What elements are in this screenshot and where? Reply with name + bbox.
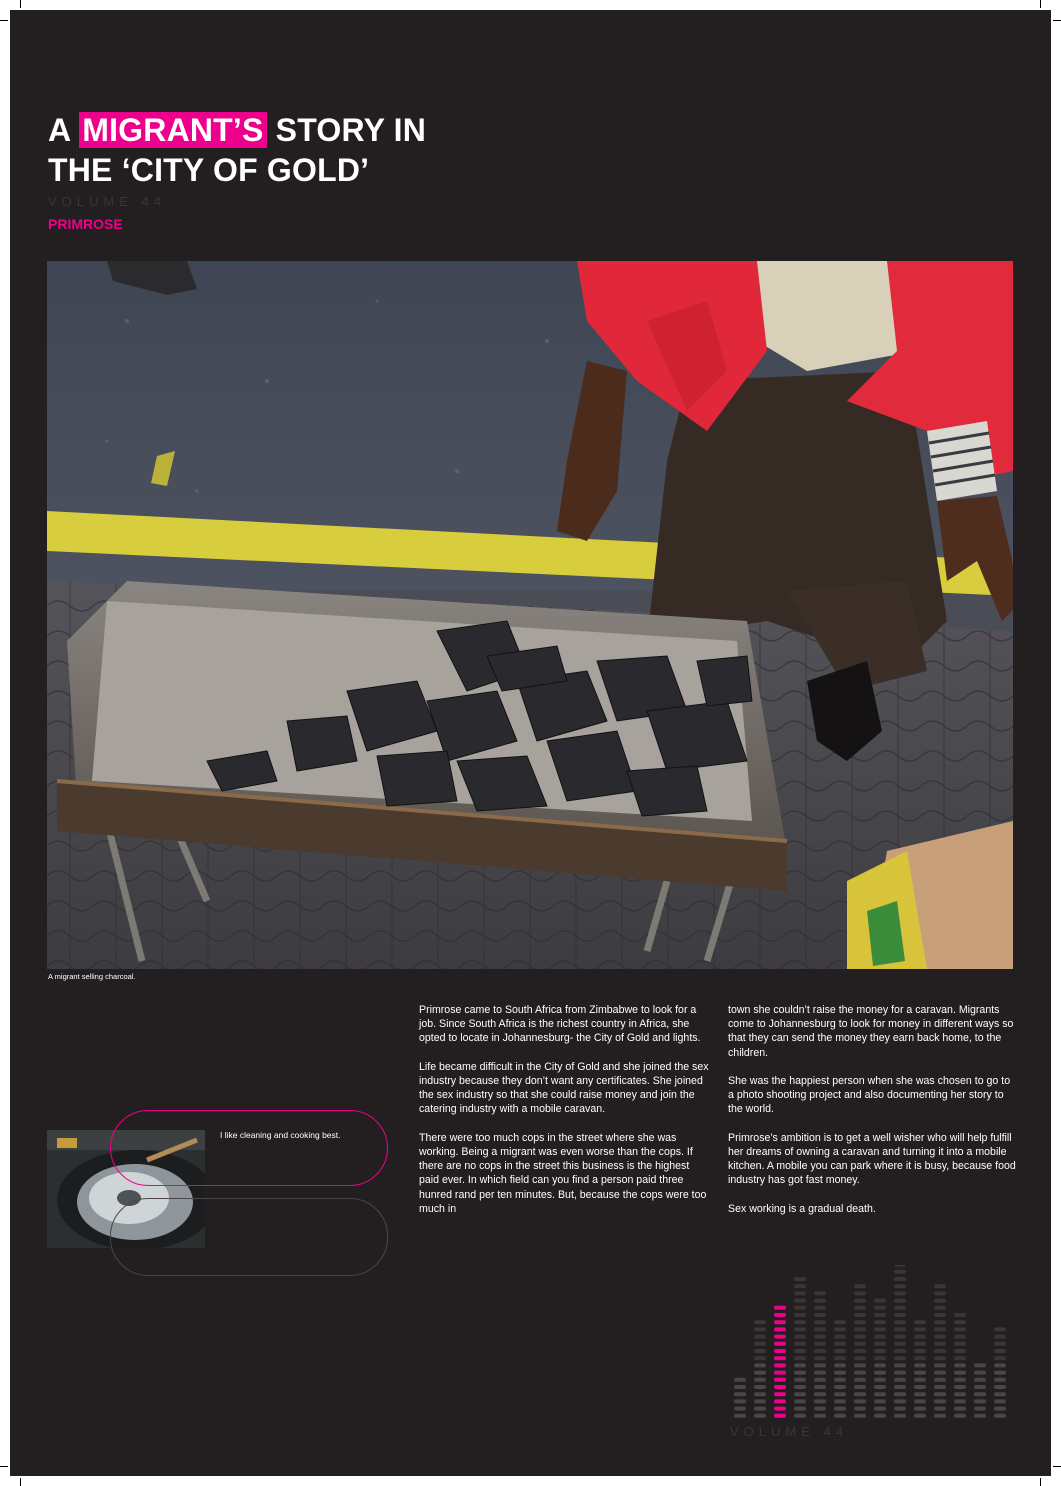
equalizer-dash bbox=[814, 1320, 826, 1324]
equalizer-dash bbox=[754, 1320, 766, 1324]
paragraph: Primrose came to South Africa from Zimbabwe to look for a job. Since South Africa is the richest country in Africa, she opted to locate in Johannesburg- the City of Gold and lights. bbox=[419, 1004, 701, 1045]
equalizer-dash bbox=[794, 1320, 806, 1324]
equalizer-dash bbox=[974, 1363, 986, 1367]
quote-outline-pink bbox=[110, 1110, 388, 1186]
equalizer-dash bbox=[814, 1342, 826, 1346]
equalizer-dash bbox=[774, 1335, 786, 1339]
main-photo-charcoal-seller bbox=[47, 261, 1013, 969]
equalizer-dash bbox=[794, 1363, 806, 1367]
equalizer-dash bbox=[814, 1327, 826, 1331]
equalizer-dash bbox=[874, 1313, 886, 1317]
equalizer-dash bbox=[834, 1385, 846, 1389]
equalizer-dash bbox=[874, 1378, 886, 1382]
volume-label-bottom: VOLUME 44 bbox=[730, 1424, 848, 1439]
equalizer-dash bbox=[874, 1299, 886, 1303]
title-line-2: THE ‘CITY OF GOLD’ bbox=[48, 152, 370, 188]
paragraph: There were too much cops in the street where she was working. Being a migrant was even worse than the cops. If there are no cops in the street this business is the highest paid ever. In which field can you find a person paid three hunred rand per ten minutes. But, because the cops were too much in bbox=[419, 1131, 707, 1215]
equalizer-dash bbox=[814, 1356, 826, 1360]
equalizer-dash bbox=[894, 1371, 906, 1375]
equalizer-dash bbox=[914, 1320, 926, 1324]
equalizer-dash bbox=[994, 1342, 1006, 1346]
equalizer-dash bbox=[994, 1414, 1006, 1418]
equalizer-dash bbox=[994, 1378, 1006, 1382]
equalizer-dash bbox=[774, 1313, 786, 1317]
equalizer-dash bbox=[794, 1385, 806, 1389]
equalizer-dash bbox=[834, 1320, 846, 1324]
equalizer-dash bbox=[774, 1342, 786, 1346]
paragraph: town she couldn’t raise the money for a caravan. Migrants come to Johannesburg to look for money in different ways so that they can send the money they earn back home, to the children. bbox=[728, 1004, 1014, 1059]
equalizer-dash bbox=[894, 1284, 906, 1288]
photo-illustration bbox=[47, 261, 1013, 969]
equalizer-dash bbox=[934, 1284, 946, 1288]
equalizer-dash bbox=[774, 1320, 786, 1324]
equalizer-dash bbox=[834, 1399, 846, 1403]
equalizer-dash bbox=[754, 1407, 766, 1411]
equalizer-dash bbox=[894, 1363, 906, 1367]
equalizer-dash bbox=[914, 1407, 926, 1411]
equalizer-bars bbox=[734, 1265, 1006, 1418]
equalizer-dash bbox=[734, 1399, 746, 1403]
equalizer-dash bbox=[894, 1277, 906, 1281]
equalizer-dash bbox=[814, 1407, 826, 1411]
title-line-1 bbox=[48, 110, 426, 150]
equalizer-dash bbox=[834, 1342, 846, 1346]
crop-mark-bottom-left bbox=[20, 1478, 21, 1486]
equalizer-dash bbox=[874, 1414, 886, 1418]
equalizer-dash bbox=[834, 1371, 846, 1375]
equalizer-dash bbox=[774, 1306, 786, 1310]
equalizer-dash bbox=[774, 1385, 786, 1389]
equalizer-dash bbox=[854, 1399, 866, 1403]
magazine-page bbox=[10, 10, 1051, 1476]
equalizer-dash bbox=[814, 1371, 826, 1375]
equalizer-dash bbox=[774, 1378, 786, 1382]
author-name: PRIMROSE bbox=[48, 216, 123, 232]
equalizer-dash bbox=[814, 1385, 826, 1389]
equalizer-dash bbox=[794, 1371, 806, 1375]
equalizer-dash bbox=[874, 1392, 886, 1396]
equalizer-dash bbox=[894, 1291, 906, 1295]
crop-mark-right-top bbox=[1053, 20, 1061, 21]
title-word-story: STORY IN bbox=[275, 112, 427, 148]
equalizer-dash bbox=[814, 1399, 826, 1403]
equalizer-dash bbox=[974, 1399, 986, 1403]
equalizer-dash bbox=[874, 1327, 886, 1331]
crop-mark-left-top bbox=[0, 20, 8, 21]
equalizer-dash bbox=[794, 1349, 806, 1353]
pull-quote: I like cleaning and cooking best. bbox=[220, 1130, 341, 1140]
equalizer-dash bbox=[794, 1392, 806, 1396]
equalizer-dash bbox=[954, 1407, 966, 1411]
equalizer-dash bbox=[754, 1399, 766, 1403]
equalizer-dash bbox=[894, 1265, 906, 1267]
equalizer-dash bbox=[954, 1378, 966, 1382]
equalizer-dash bbox=[854, 1378, 866, 1382]
equalizer-dash bbox=[754, 1363, 766, 1367]
equalizer-dash bbox=[794, 1414, 806, 1418]
equalizer-dash bbox=[954, 1399, 966, 1403]
equalizer-dash bbox=[754, 1414, 766, 1418]
equalizer-dash bbox=[914, 1378, 926, 1382]
crop-mark-left-bottom bbox=[0, 1466, 8, 1467]
equalizer-dash bbox=[854, 1385, 866, 1389]
equalizer-dash bbox=[854, 1335, 866, 1339]
equalizer-dash bbox=[754, 1327, 766, 1331]
equalizer-dash bbox=[754, 1349, 766, 1353]
equalizer-dash bbox=[834, 1335, 846, 1339]
paragraph: Sex working is a gradual death. bbox=[728, 1202, 876, 1215]
title-highlight: MIGRANT’S bbox=[79, 112, 266, 148]
equalizer-dash bbox=[794, 1407, 806, 1411]
equalizer-dash bbox=[894, 1313, 906, 1317]
equalizer-dash bbox=[794, 1378, 806, 1382]
equalizer-dash bbox=[794, 1306, 806, 1310]
equalizer-graphic bbox=[726, 1265, 1016, 1425]
equalizer-dash bbox=[874, 1399, 886, 1403]
equalizer-dash bbox=[994, 1371, 1006, 1375]
equalizer-dash bbox=[814, 1306, 826, 1310]
equalizer-dash bbox=[934, 1392, 946, 1396]
photo-caption: A migrant selling charcoal. bbox=[48, 972, 136, 981]
equalizer-dash bbox=[934, 1299, 946, 1303]
equalizer-dash bbox=[934, 1378, 946, 1382]
paragraph: Life became difficult in the City of Gold and she joined the sex industry because they don’t want any certificates. She joined the sex industry so that she could raise money and join the catering industry with a mobile caravan. bbox=[419, 1060, 709, 1116]
equalizer-dash bbox=[774, 1414, 786, 1418]
equalizer-dash bbox=[774, 1407, 786, 1411]
equalizer-dash bbox=[794, 1327, 806, 1331]
equalizer-dash bbox=[874, 1407, 886, 1411]
equalizer-dash bbox=[854, 1342, 866, 1346]
equalizer-dash bbox=[934, 1306, 946, 1310]
equalizer-dash bbox=[954, 1342, 966, 1346]
equalizer-dash bbox=[774, 1327, 786, 1331]
equalizer-dash bbox=[834, 1363, 846, 1367]
equalizer-dash bbox=[934, 1407, 946, 1411]
equalizer-dash bbox=[934, 1342, 946, 1346]
paragraph: She was the happiest person when she was chosen to go to a photo shooting project and also documenting her story to the world. bbox=[728, 1075, 1011, 1116]
equalizer-dash bbox=[934, 1363, 946, 1367]
equalizer-dash bbox=[754, 1342, 766, 1346]
equalizer-dash bbox=[814, 1392, 826, 1396]
equalizer-dash bbox=[994, 1392, 1006, 1396]
equalizer-dash bbox=[874, 1335, 886, 1339]
equalizer-dash bbox=[894, 1407, 906, 1411]
equalizer-dash bbox=[954, 1371, 966, 1375]
equalizer-dash bbox=[814, 1363, 826, 1367]
equalizer-dash bbox=[914, 1342, 926, 1346]
equalizer-dash bbox=[954, 1320, 966, 1324]
equalizer-dash bbox=[934, 1349, 946, 1353]
equalizer-dash bbox=[994, 1349, 1006, 1353]
equalizer-dash bbox=[894, 1270, 906, 1274]
equalizer-dash bbox=[874, 1356, 886, 1360]
equalizer-dash bbox=[774, 1392, 786, 1396]
equalizer-dash bbox=[854, 1320, 866, 1324]
equalizer-dash bbox=[854, 1299, 866, 1303]
equalizer-dash bbox=[934, 1320, 946, 1324]
equalizer-dash bbox=[774, 1399, 786, 1403]
shirt-cuff-stripes bbox=[927, 421, 997, 501]
equalizer-dash bbox=[934, 1335, 946, 1339]
equalizer-dash bbox=[934, 1327, 946, 1331]
equalizer-dash bbox=[754, 1385, 766, 1389]
volume-label-top: VOLUME 44 bbox=[48, 194, 166, 209]
equalizer-dash bbox=[834, 1407, 846, 1411]
equalizer-dash bbox=[874, 1385, 886, 1389]
equalizer-dash bbox=[934, 1414, 946, 1418]
quote-outline-dark bbox=[110, 1198, 388, 1276]
equalizer-dash bbox=[914, 1371, 926, 1375]
equalizer-dash bbox=[734, 1414, 746, 1418]
equalizer-dash bbox=[934, 1313, 946, 1317]
equalizer-dash bbox=[954, 1335, 966, 1339]
equalizer-dash bbox=[994, 1327, 1006, 1331]
equalizer-dash bbox=[974, 1385, 986, 1389]
equalizer-dash bbox=[754, 1335, 766, 1339]
equalizer-dash bbox=[894, 1335, 906, 1339]
equalizer-dash bbox=[894, 1385, 906, 1389]
equalizer-dash bbox=[994, 1407, 1006, 1411]
equalizer-dash bbox=[814, 1291, 826, 1295]
equalizer-dash bbox=[994, 1385, 1006, 1389]
equalizer-dash bbox=[974, 1414, 986, 1418]
equalizer-dash bbox=[954, 1414, 966, 1418]
equalizer-dash bbox=[794, 1356, 806, 1360]
equalizer-dash bbox=[914, 1399, 926, 1403]
equalizer-dash bbox=[954, 1392, 966, 1396]
article-title bbox=[48, 110, 426, 190]
equalizer-dash bbox=[994, 1356, 1006, 1360]
equalizer-dash bbox=[994, 1399, 1006, 1403]
equalizer-dash bbox=[874, 1320, 886, 1324]
crop-mark-top-left bbox=[20, 0, 21, 8]
equalizer-dash bbox=[774, 1356, 786, 1360]
equalizer-dash bbox=[814, 1299, 826, 1303]
equalizer-dash bbox=[854, 1371, 866, 1375]
equalizer-dash bbox=[874, 1363, 886, 1367]
equalizer-dash bbox=[954, 1349, 966, 1353]
equalizer-dash bbox=[854, 1306, 866, 1310]
equalizer-dash bbox=[734, 1392, 746, 1396]
crop-mark-top-right bbox=[1040, 0, 1041, 8]
equalizer-dash bbox=[854, 1291, 866, 1295]
equalizer-dash bbox=[894, 1349, 906, 1353]
equalizer-dash bbox=[874, 1306, 886, 1310]
equalizer-dash bbox=[814, 1335, 826, 1339]
equalizer-dash bbox=[754, 1392, 766, 1396]
title-word-a: A bbox=[48, 112, 71, 148]
equalizer-dash bbox=[974, 1392, 986, 1396]
equalizer-dash bbox=[834, 1414, 846, 1418]
equalizer-dash bbox=[934, 1356, 946, 1360]
equalizer-dash bbox=[914, 1414, 926, 1418]
equalizer-dash bbox=[854, 1392, 866, 1396]
equalizer-dash bbox=[854, 1327, 866, 1331]
crop-mark-right-bottom bbox=[1053, 1466, 1061, 1467]
equalizer-dash bbox=[974, 1407, 986, 1411]
equalizer-dash bbox=[934, 1399, 946, 1403]
equalizer-dash bbox=[894, 1342, 906, 1346]
equalizer-dash bbox=[894, 1356, 906, 1360]
equalizer-dash bbox=[774, 1363, 786, 1367]
equalizer-dash bbox=[894, 1306, 906, 1310]
equalizer-dash bbox=[814, 1349, 826, 1353]
equalizer-dash bbox=[854, 1363, 866, 1367]
equalizer-dash bbox=[794, 1291, 806, 1295]
equalizer-dash bbox=[934, 1371, 946, 1375]
equalizer-dash bbox=[734, 1378, 746, 1382]
equalizer-dash bbox=[974, 1378, 986, 1382]
equalizer-dash bbox=[874, 1342, 886, 1346]
equalizer-dash bbox=[914, 1335, 926, 1339]
equalizer-dash bbox=[954, 1313, 966, 1317]
equalizer-dash bbox=[854, 1313, 866, 1317]
equalizer-dash bbox=[894, 1378, 906, 1382]
equalizer-dash bbox=[774, 1349, 786, 1353]
equalizer-dash bbox=[754, 1356, 766, 1360]
equalizer-dash bbox=[914, 1349, 926, 1353]
equalizer-dash bbox=[994, 1335, 1006, 1339]
equalizer-dash bbox=[734, 1407, 746, 1411]
equalizer-dash bbox=[934, 1385, 946, 1389]
equalizer-dash bbox=[894, 1299, 906, 1303]
equalizer-dash bbox=[734, 1385, 746, 1389]
equalizer-dash bbox=[954, 1327, 966, 1331]
equalizer-dash bbox=[854, 1407, 866, 1411]
equalizer-dash bbox=[914, 1327, 926, 1331]
paragraph: Primrose’s ambition is to get a well wisher who will help fulfill her dreams of owning a caravan and turning it into a mobile kitchen. A mobile you can park where it is busy, because food industry has got fast money. bbox=[728, 1131, 1016, 1187]
equalizer-dash bbox=[794, 1299, 806, 1303]
equalizer-dash bbox=[874, 1349, 886, 1353]
equalizer-dash bbox=[854, 1414, 866, 1418]
equalizer-dash bbox=[994, 1363, 1006, 1367]
equalizer-dash bbox=[934, 1291, 946, 1295]
equalizer-dash bbox=[894, 1327, 906, 1331]
equalizer-dash bbox=[854, 1349, 866, 1353]
equalizer-dash bbox=[954, 1363, 966, 1367]
equalizer-dash bbox=[954, 1385, 966, 1389]
equalizer-dash bbox=[894, 1320, 906, 1324]
equalizer-dash bbox=[814, 1414, 826, 1418]
equalizer-dash bbox=[834, 1378, 846, 1382]
equalizer-dash bbox=[914, 1363, 926, 1367]
equalizer-dash bbox=[834, 1349, 846, 1353]
equalizer-dash bbox=[814, 1378, 826, 1382]
equalizer-dash bbox=[894, 1399, 906, 1403]
equalizer-dash bbox=[774, 1371, 786, 1375]
equalizer-dash bbox=[754, 1378, 766, 1382]
equalizer-dash bbox=[794, 1277, 806, 1281]
equalizer-dash bbox=[834, 1356, 846, 1360]
crop-mark-bottom-right bbox=[1040, 1478, 1041, 1486]
equalizer-dash bbox=[854, 1284, 866, 1288]
equalizer-dash bbox=[814, 1313, 826, 1317]
equalizer-dash bbox=[914, 1385, 926, 1389]
equalizer-dash bbox=[794, 1399, 806, 1403]
equalizer-dash bbox=[794, 1313, 806, 1317]
equalizer-dash bbox=[914, 1392, 926, 1396]
equalizer-dash bbox=[794, 1342, 806, 1346]
equalizer-dash bbox=[914, 1356, 926, 1360]
equalizer-dash bbox=[754, 1371, 766, 1375]
equalizer-dash bbox=[894, 1392, 906, 1396]
equalizer-dash bbox=[894, 1414, 906, 1418]
equalizer-dash bbox=[874, 1371, 886, 1375]
equalizer-dash bbox=[794, 1335, 806, 1339]
equalizer-dash bbox=[854, 1356, 866, 1360]
equalizer-dash bbox=[794, 1284, 806, 1288]
article-column-1 bbox=[419, 1003, 709, 1230]
equalizer-dash bbox=[834, 1392, 846, 1396]
article-column-2 bbox=[728, 1003, 1018, 1230]
equalizer-dash bbox=[834, 1327, 846, 1331]
equalizer-dash bbox=[954, 1356, 966, 1360]
equalizer-dash bbox=[974, 1371, 986, 1375]
